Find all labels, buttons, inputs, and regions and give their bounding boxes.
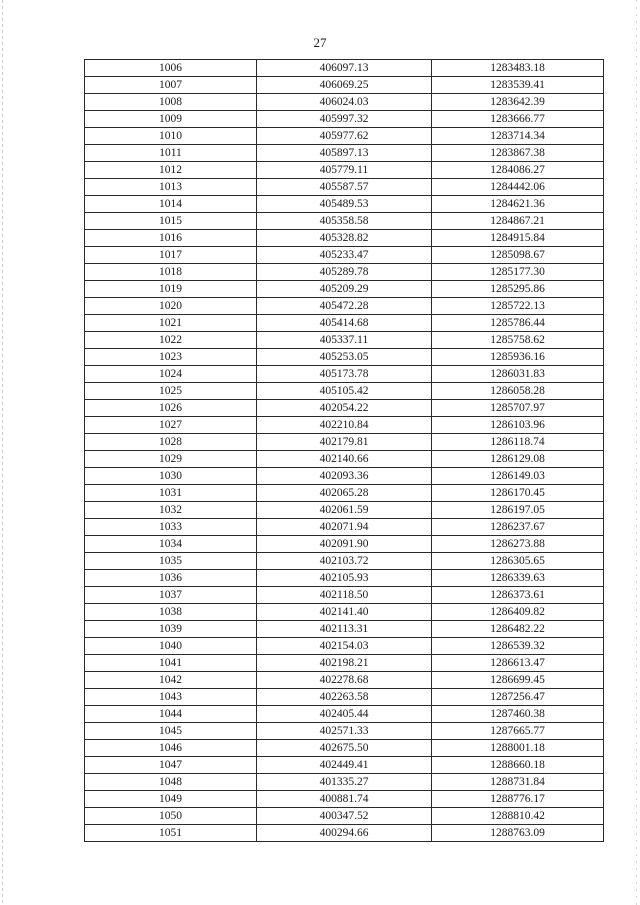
point-number-cell: 1011 [85, 145, 257, 162]
y-coordinate-cell: 1286129.08 [432, 451, 604, 468]
table-row [85, 213, 604, 230]
point-number-cell: 1050 [85, 808, 257, 825]
coordinate-table [84, 59, 604, 842]
point-number-cell: 1007 [85, 77, 257, 94]
table-row [85, 162, 604, 179]
point-number-cell: 1044 [85, 706, 257, 723]
y-coordinate-cell: 1286031.83 [432, 366, 604, 383]
point-number-cell: 1010 [85, 128, 257, 145]
y-coordinate-cell: 1287256.47 [432, 689, 604, 706]
y-coordinate-cell: 1283666.77 [432, 111, 604, 128]
y-coordinate-cell: 1286613.47 [432, 655, 604, 672]
point-number-cell: 1028 [85, 434, 257, 451]
x-coordinate-cell: 405587.57 [257, 179, 432, 196]
x-coordinate-cell: 405328.82 [257, 230, 432, 247]
y-coordinate-cell: 1286305.65 [432, 553, 604, 570]
x-coordinate-cell: 402061.59 [257, 502, 432, 519]
x-coordinate-cell: 402091.90 [257, 536, 432, 553]
x-coordinate-cell: 405233.47 [257, 247, 432, 264]
y-coordinate-cell: 1284442.06 [432, 179, 604, 196]
point-number-cell: 1045 [85, 723, 257, 740]
x-coordinate-cell: 402198.21 [257, 655, 432, 672]
y-coordinate-cell: 1288731.84 [432, 774, 604, 791]
table-row [85, 111, 604, 128]
point-number-cell: 1035 [85, 553, 257, 570]
y-coordinate-cell: 1286118.74 [432, 434, 604, 451]
point-number-cell: 1049 [85, 791, 257, 808]
point-number-cell: 1046 [85, 740, 257, 757]
point-number-cell: 1030 [85, 468, 257, 485]
x-coordinate-cell: 405209.29 [257, 281, 432, 298]
y-coordinate-cell: 1286197.05 [432, 502, 604, 519]
x-coordinate-cell: 405472.28 [257, 298, 432, 315]
y-coordinate-cell: 1286170.45 [432, 485, 604, 502]
table-row [85, 417, 604, 434]
y-coordinate-cell: 1288763.09 [432, 825, 604, 842]
x-coordinate-cell: 405489.53 [257, 196, 432, 213]
y-coordinate-cell: 1286699.45 [432, 672, 604, 689]
x-coordinate-cell: 402154.03 [257, 638, 432, 655]
point-number-cell: 1017 [85, 247, 257, 264]
point-number-cell: 1026 [85, 400, 257, 417]
table-row [85, 740, 604, 757]
point-number-cell: 1042 [85, 672, 257, 689]
point-number-cell: 1024 [85, 366, 257, 383]
x-coordinate-cell: 402675.50 [257, 740, 432, 757]
y-coordinate-cell: 1286482.22 [432, 621, 604, 638]
y-coordinate-cell: 1288810.42 [432, 808, 604, 825]
y-coordinate-cell: 1283483.18 [432, 60, 604, 77]
point-number-cell: 1012 [85, 162, 257, 179]
y-coordinate-cell: 1286058.28 [432, 383, 604, 400]
y-coordinate-cell: 1284086.27 [432, 162, 604, 179]
point-number-cell: 1023 [85, 349, 257, 366]
table-row [85, 366, 604, 383]
scan-edge-right [636, 0, 637, 905]
point-number-cell: 1008 [85, 94, 257, 111]
x-coordinate-cell: 405779.11 [257, 162, 432, 179]
table-row [85, 332, 604, 349]
table-row [85, 553, 604, 570]
x-coordinate-cell: 405105.42 [257, 383, 432, 400]
x-coordinate-cell: 402278.68 [257, 672, 432, 689]
x-coordinate-cell: 402263.58 [257, 689, 432, 706]
table-row [85, 179, 604, 196]
y-coordinate-cell: 1288660.18 [432, 757, 604, 774]
table-row [85, 638, 604, 655]
page-number: 27 [313, 35, 327, 50]
table-row [85, 196, 604, 213]
table-row [85, 383, 604, 400]
point-number-cell: 1021 [85, 315, 257, 332]
table-row [85, 94, 604, 111]
point-number-cell: 1029 [85, 451, 257, 468]
y-coordinate-cell: 1285936.16 [432, 349, 604, 366]
x-coordinate-cell: 402093.36 [257, 468, 432, 485]
x-coordinate-cell: 402113.31 [257, 621, 432, 638]
x-coordinate-cell: 402118.50 [257, 587, 432, 604]
table-row [85, 451, 604, 468]
x-coordinate-cell: 402449.41 [257, 757, 432, 774]
y-coordinate-cell: 1285098.67 [432, 247, 604, 264]
y-coordinate-cell: 1283642.39 [432, 94, 604, 111]
y-coordinate-cell: 1286373.61 [432, 587, 604, 604]
point-number-cell: 1047 [85, 757, 257, 774]
y-coordinate-cell: 1285177.30 [432, 264, 604, 281]
table-row [85, 757, 604, 774]
x-coordinate-cell: 405173.78 [257, 366, 432, 383]
x-coordinate-cell: 402105.93 [257, 570, 432, 587]
y-coordinate-cell: 1285786.44 [432, 315, 604, 332]
point-number-cell: 1037 [85, 587, 257, 604]
y-coordinate-cell: 1286103.96 [432, 417, 604, 434]
y-coordinate-cell: 1287460.38 [432, 706, 604, 723]
point-number-cell: 1025 [85, 383, 257, 400]
y-coordinate-cell: 1286273.88 [432, 536, 604, 553]
table-row [85, 536, 604, 553]
table-row [85, 808, 604, 825]
table-row [85, 468, 604, 485]
y-coordinate-cell: 1286339.63 [432, 570, 604, 587]
y-coordinate-cell: 1285722.13 [432, 298, 604, 315]
table-row [85, 145, 604, 162]
point-number-cell: 1009 [85, 111, 257, 128]
x-coordinate-cell: 402571.33 [257, 723, 432, 740]
y-coordinate-cell: 1288776.17 [432, 791, 604, 808]
x-coordinate-cell: 406024.03 [257, 94, 432, 111]
x-coordinate-cell: 405414.68 [257, 315, 432, 332]
y-coordinate-cell: 1288001.18 [432, 740, 604, 757]
point-number-cell: 1033 [85, 519, 257, 536]
point-number-cell: 1031 [85, 485, 257, 502]
y-coordinate-cell: 1285758.62 [432, 332, 604, 349]
table-row [85, 502, 604, 519]
y-coordinate-cell: 1284867.21 [432, 213, 604, 230]
point-number-cell: 1013 [85, 179, 257, 196]
table-row [85, 128, 604, 145]
table-row [85, 706, 604, 723]
x-coordinate-cell: 405253.05 [257, 349, 432, 366]
table-row [85, 60, 604, 77]
x-coordinate-cell: 400294.66 [257, 825, 432, 842]
point-number-cell: 1032 [85, 502, 257, 519]
x-coordinate-cell: 402179.81 [257, 434, 432, 451]
y-coordinate-cell: 1287665.77 [432, 723, 604, 740]
table-row [85, 825, 604, 842]
table-row [85, 298, 604, 315]
point-number-cell: 1048 [85, 774, 257, 791]
y-coordinate-cell: 1283539.41 [432, 77, 604, 94]
point-number-cell: 1040 [85, 638, 257, 655]
point-number-cell: 1041 [85, 655, 257, 672]
x-coordinate-cell: 405997.32 [257, 111, 432, 128]
x-coordinate-cell: 406097.13 [257, 60, 432, 77]
table-row [85, 689, 604, 706]
table-row [85, 655, 604, 672]
table-row [85, 434, 604, 451]
y-coordinate-cell: 1286539.32 [432, 638, 604, 655]
x-coordinate-cell: 402103.72 [257, 553, 432, 570]
y-coordinate-cell: 1283867.38 [432, 145, 604, 162]
point-number-cell: 1043 [85, 689, 257, 706]
table-row [85, 587, 604, 604]
x-coordinate-cell: 405977.62 [257, 128, 432, 145]
point-number-cell: 1020 [85, 298, 257, 315]
point-number-cell: 1051 [85, 825, 257, 842]
x-coordinate-cell: 402405.44 [257, 706, 432, 723]
table-row [85, 672, 604, 689]
table-row [85, 604, 604, 621]
x-coordinate-cell: 406069.25 [257, 77, 432, 94]
scan-edge-left [2, 0, 3, 905]
x-coordinate-cell: 402210.84 [257, 417, 432, 434]
point-number-cell: 1039 [85, 621, 257, 638]
table-row [85, 723, 604, 740]
coordinate-table-body [85, 60, 604, 842]
table-row [85, 791, 604, 808]
x-coordinate-cell: 402065.28 [257, 485, 432, 502]
y-coordinate-cell: 1284915.84 [432, 230, 604, 247]
point-number-cell: 1038 [85, 604, 257, 621]
point-number-cell: 1015 [85, 213, 257, 230]
y-coordinate-cell: 1284621.36 [432, 196, 604, 213]
table-row [85, 621, 604, 638]
y-coordinate-cell: 1285707.97 [432, 400, 604, 417]
x-coordinate-cell: 402140.66 [257, 451, 432, 468]
table-row [85, 570, 604, 587]
y-coordinate-cell: 1285295.86 [432, 281, 604, 298]
table-row [85, 485, 604, 502]
x-coordinate-cell: 401335.27 [257, 774, 432, 791]
y-coordinate-cell: 1286237.67 [432, 519, 604, 536]
table-row [85, 400, 604, 417]
x-coordinate-cell: 405289.78 [257, 264, 432, 281]
table-row [85, 315, 604, 332]
table-row [85, 230, 604, 247]
x-coordinate-cell: 405358.58 [257, 213, 432, 230]
x-coordinate-cell: 400881.74 [257, 791, 432, 808]
point-number-cell: 1034 [85, 536, 257, 553]
x-coordinate-cell: 402054.22 [257, 400, 432, 417]
y-coordinate-cell: 1286409.82 [432, 604, 604, 621]
point-number-cell: 1014 [85, 196, 257, 213]
point-number-cell: 1027 [85, 417, 257, 434]
x-coordinate-cell: 400347.52 [257, 808, 432, 825]
point-number-cell: 1036 [85, 570, 257, 587]
x-coordinate-cell: 402141.40 [257, 604, 432, 621]
table-row [85, 774, 604, 791]
y-coordinate-cell: 1283714.34 [432, 128, 604, 145]
point-number-cell: 1019 [85, 281, 257, 298]
point-number-cell: 1006 [85, 60, 257, 77]
table-row [85, 519, 604, 536]
y-coordinate-cell: 1286149.03 [432, 468, 604, 485]
table-row [85, 349, 604, 366]
point-number-cell: 1022 [85, 332, 257, 349]
point-number-cell: 1016 [85, 230, 257, 247]
x-coordinate-cell: 402071.94 [257, 519, 432, 536]
x-coordinate-cell: 405337.11 [257, 332, 432, 349]
x-coordinate-cell: 405897.13 [257, 145, 432, 162]
table-row [85, 77, 604, 94]
point-number-cell: 1018 [85, 264, 257, 281]
table-row [85, 264, 604, 281]
table-row [85, 281, 604, 298]
table-row [85, 247, 604, 264]
